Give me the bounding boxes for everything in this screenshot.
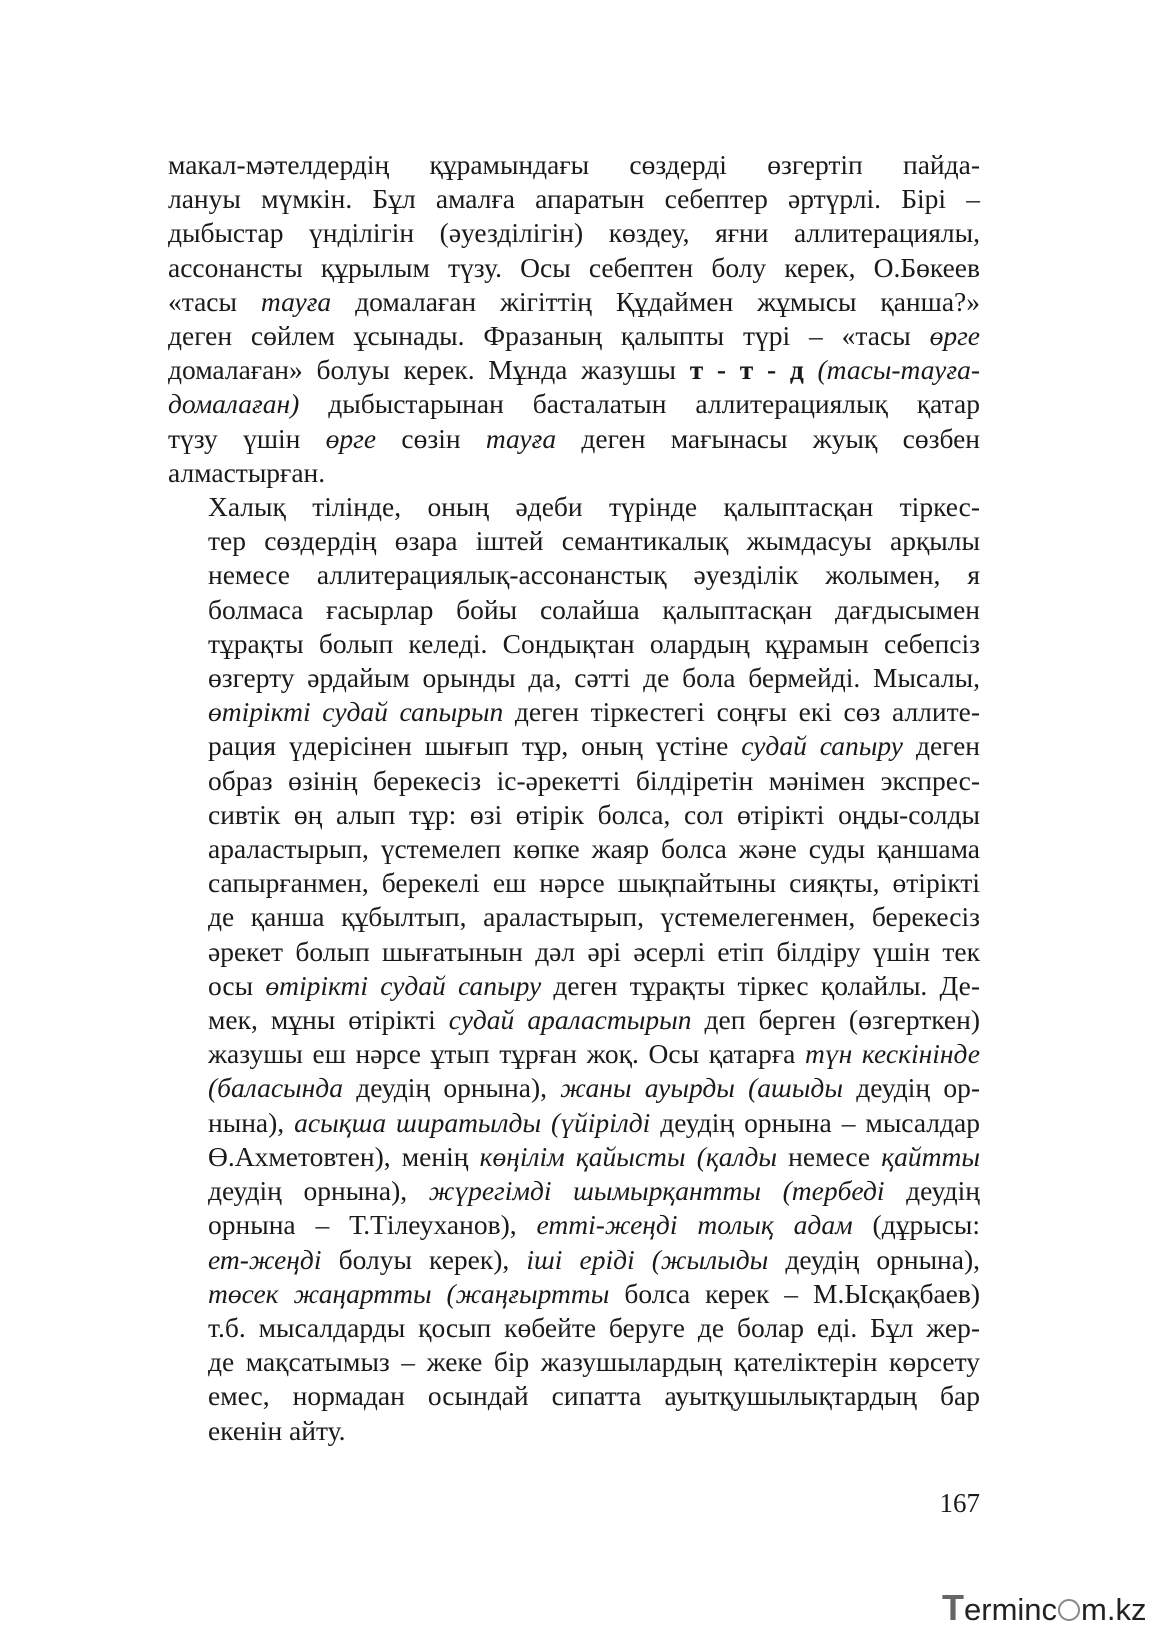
page-number: 167 [939, 1488, 980, 1518]
page-body [168, 148, 980, 1448]
paragraph-2: Халық тілінде, оның әдеби түрінде қалыптасқан тіркес- тер сөздердің өзара іштей семантикалық жымдасуы арқылы немесе аллитерациялық-ассонанстық әуезділік жолымен, я болмаса ғасырлар бойы солайша қалыптасқан дағдысымен тұрақты болып келеді. Сондықтан олардың құрамын себепсіз өзгерту әрдайым орынды да, сәтті де бола бермейді. Мысалы, өтірікті судай сапырып деген тіркестегі соңғы екі сөз аллите- рация үдерісінен шығып тұр, оның үстіне судай сапыру деген образ өзінің берекесіз іс-әрекетті білдіретін мәнімен экспрес- сивтік өң алып тұр: өзі өтірік болса, сол өтірікті оңды-солды араластырып, үстемелеп көпке жаяр болса және суды қаншама сапырғанмен, берекелі еш нәрсе шықпайтыны сияқты, өтірікті де қанша құбылтып, араластырып, үстемелегенмен, берекесіз әрекет болып шығатынын дәл әрі әсерлі етіп білдіру үшін тек осы өтірікті судай сапыру деген тұрақты тіркес қолайлы. Де- мек, мұны өтірікті судай араластырып деп берген (өзгерткен) жазушы еш нәрсе ұтып тұрған жоқ. Осы қатарға түн кескінінде (баласында деудің орнына), жаны ауырды (ашыды деудің ор- нына), асықша ширатылды (үйірілді деудің орнына – мысалдар Ө.Ахметовтен), менің көңілім қайысты (қалды немесе қайтты деудің орнына), жүрегімді шымырқантты (тербеді деудің орнына – Т.Тілеуханов), етті-жеңді толық адам (дұрысы: ет-жеңді болуы керек), іші еріді (жылыды деудің орнына), төсек жаңартты (жаңғыртты болса керек – М.Ысқақбаев) т.б. мысалдарды қосып көбейте беруге де болар еді. Бұл жер- де мақсатымыз – жеке бір жазушылардың қателіктерін көрсету емес, нормадан осындай сипатта ауытқушылықтардың бар екенін айту. [208, 491, 981, 1446]
paragraph-1: макал-мәтелдердің құрамындағы сөздерді өзгертіп пайда- лануы мүмкін. Бұл амалға апаратын себептер әртүрлі. Бірі – дыбыстар үнділігін (әуезділігін) көздеу, яғни аллитерациялы, ассонансты құрылым түзу. Осы себептен болу керек, О.Бөкеев «тасы тауға домалаған жігіттің Құдаймен жұмысы қанша?» деген сөйлем ұсынады. Фразаның қалыпты түрі – «тасы өрге домалаған» болуы керек. Мұнда жазушы т - т - д (тасы-тауға- домалаған) дыбыстарынан басталатын аллитерациялық қатар түзу үшін өрге сөзін тауға деген мағынасы жуық сөзбен алмастырған. [168, 149, 980, 488]
site-watermark-logo: Terminc m.kz [942, 1587, 1147, 1628]
